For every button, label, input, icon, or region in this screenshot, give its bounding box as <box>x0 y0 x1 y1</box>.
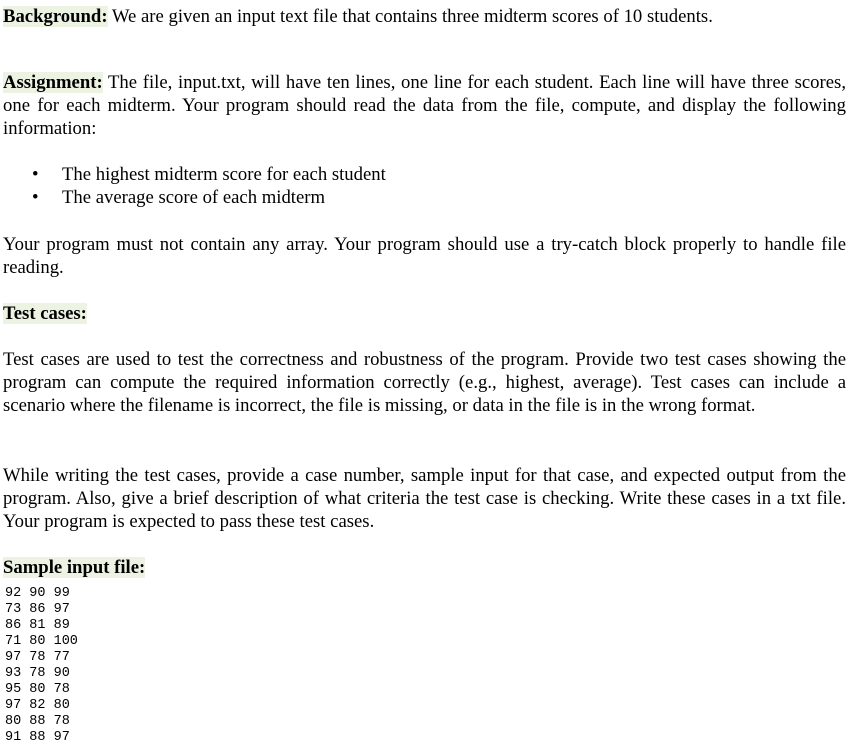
list-item-text: The average score of each midterm <box>62 187 326 208</box>
sample-input-file <box>5 586 78 746</box>
list-item <box>3 163 823 186</box>
sample-line: 93 78 90 <box>5 666 70 681</box>
background-paragraph <box>3 5 846 28</box>
test-cases-paragraph-1: Test cases are used to test the correctness and robustness of the program. Provide two test cases showing the program can compute the required information correctly (e.g., highest, average). Test cases can include a scenario where the filename is incorrect, the file is missing, or data in the file is in the wrong format. <box>3 349 846 416</box>
list-item-text: The highest midterm score for each student <box>62 164 386 185</box>
sample-line: 92 90 99 <box>5 586 70 601</box>
constraints-paragraph: Your program must not contain any array. Your program should use a try-catch block properly to handle file reading. <box>3 234 846 278</box>
sample-line: 80 88 78 <box>5 714 70 729</box>
sample-line: 73 86 97 <box>5 602 70 617</box>
assignment-text: The file, input.txt, will have ten lines, one line for each student. Each line will have three scores, one for each midterm. Your program should read the data from the file, compute, and display the following information: <box>3 72 846 139</box>
test-cases-paragraph-2: While writing the test cases, provide a case number, sample input for that case, and expected output from the program. Also, give a brief description of what criteria the test case is checking. Write these cases in a txt file. Your program is expected to pass these test cases. <box>3 465 846 532</box>
background-label: Background: <box>3 6 108 27</box>
requirements-list <box>3 163 823 209</box>
sample-line: 86 81 89 <box>5 618 70 633</box>
sample-line: 97 82 80 <box>5 698 70 713</box>
background-text: We are given an input text file that contains three midterm scores of 10 students. <box>107 6 713 27</box>
sample-line: 97 78 77 <box>5 650 70 665</box>
bullet-icon: • <box>32 187 39 208</box>
sample-input-heading-line <box>3 556 145 579</box>
assignment-paragraph <box>3 71 846 140</box>
sample-line: 95 80 78 <box>5 682 70 697</box>
bullet-icon: • <box>32 164 39 185</box>
sample-line: 91 88 97 <box>5 730 70 745</box>
sample-line: 71 80 100 <box>5 634 78 649</box>
sample-input-heading: Sample input file: <box>3 557 146 578</box>
test-cases-heading-line <box>3 302 87 325</box>
test-cases-heading: Test cases: <box>3 303 87 324</box>
list-item <box>3 186 823 209</box>
assignment-label: Assignment: <box>3 72 103 93</box>
